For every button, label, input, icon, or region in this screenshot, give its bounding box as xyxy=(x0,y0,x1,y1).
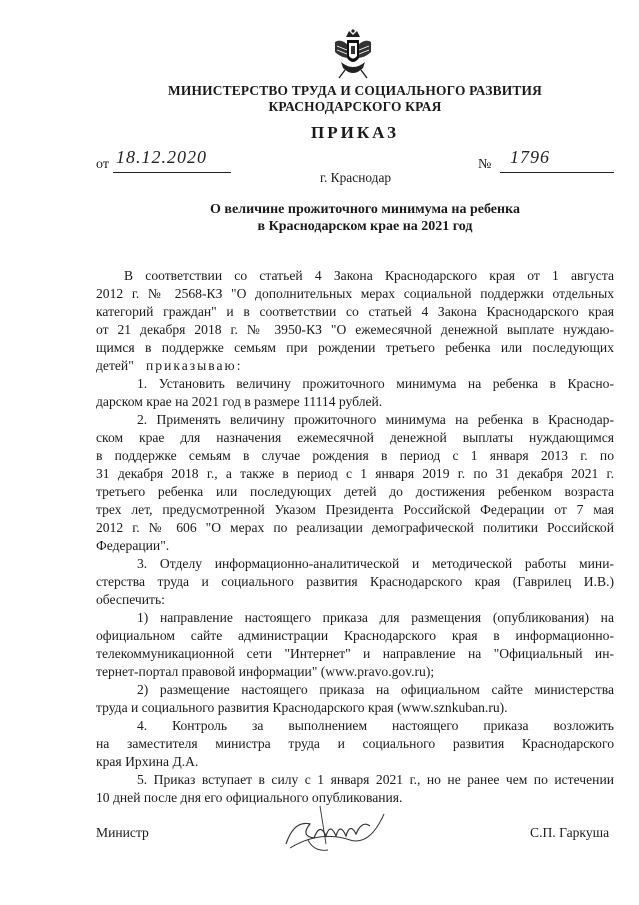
body-line: от 21 декабря 2018 г. № 3950-КЗ "О ежемесячной денежной выплате нуждаю- xyxy=(96,322,614,337)
date-underline xyxy=(113,172,231,173)
body-line: щимся в поддержке семьям при рождении третьего ребенка или последующих xyxy=(96,340,614,355)
city: г. Краснодар xyxy=(320,170,392,185)
body-line: труда и социального развития Краснодарского края (www.sznkuban.ru). xyxy=(96,700,508,715)
body-line: 31 декабря 2018 г., а также в период с 1 января 2019 г. по 31 декабря 2021 г. xyxy=(96,466,614,481)
subject-line1: О величине прожиточного минимума на ребенка xyxy=(210,202,520,217)
order-date: 18.12.2020 xyxy=(116,147,207,167)
body-line: 3. Отделу информационно-аналитической и методической работы мини- xyxy=(137,556,614,571)
body-line: трех лет, предусмотренной Указом Президента Российской Федерации от 7 мая xyxy=(96,502,614,517)
body-line: на заместителя министра труда и социального развития Краснодарского xyxy=(96,736,614,751)
body-line: третьего ребенка или последующих детей до достижения ребенком возраста xyxy=(96,484,614,499)
body-line: 2) размещение настоящего приказа на официальном сайте министерства xyxy=(137,682,614,697)
body-line: 5. Приказ вступает в силу с 1 января 2021 г., но не ранее чем по истечении xyxy=(137,772,614,787)
body-line: 4. Контроль за выполнением настоящего приказа возложить xyxy=(137,718,614,733)
date-label: от xyxy=(96,157,109,172)
body-line: категорий граждан" и в соответствии со статьей 4 Закона Краснодарского края xyxy=(96,304,614,319)
body-line: детей" xyxy=(96,358,134,373)
handwritten-signature-icon xyxy=(280,800,390,856)
body-line: 2012 г. № 2568-КЗ "О дополнительных мерах социальной поддержки отдельных xyxy=(96,286,614,301)
body-line: тернет-портал правовой информации" (www.pravo.gov.ru); xyxy=(96,664,435,679)
body-line: обеспечить: xyxy=(96,592,165,607)
body-line: 1. Установить величину прожиточного минимума на ребенка в Красно- xyxy=(137,376,614,391)
body-line: 2012 г. № 606 "О мерах по реализации демографической политики Российской xyxy=(96,520,614,535)
body-line: официальном сайте администрации Краснодарского края в информационно- xyxy=(96,628,614,643)
body-line: края Ирхина Д.А. xyxy=(96,754,199,769)
body-line: стерства труда и социального развития Краснодарского края (Гаврилец И.В.) xyxy=(96,574,614,589)
coat-of-arms-icon xyxy=(331,28,375,80)
body-line: телекоммуникационной сети "Интернет" и направление на "Официальный ин- xyxy=(96,646,614,661)
body-line: 10 дней после дня его официального опубликования. xyxy=(96,790,403,805)
body-line: Федерации". xyxy=(96,538,170,553)
body-line: в поддержке семьям в случае рождения в период с 1 января 2013 г. по xyxy=(96,448,614,463)
order-number: 1796 xyxy=(510,147,550,167)
order-title: ПРИКАЗ xyxy=(311,123,399,142)
body-line: ском крае для назначения ежемесячной денежной выплаты нуждающимся xyxy=(96,430,614,445)
ministry-name-line2: КРАСНОДАРСКОГО КРАЯ xyxy=(268,99,442,114)
subject-line2: в Краснодарском крае на 2021 год xyxy=(257,219,473,234)
number-underline xyxy=(500,172,614,173)
signatory-name: С.П. Гаркуша xyxy=(530,825,610,840)
signatory-role: Министр xyxy=(96,825,149,840)
body-line: 1) направление настоящего приказа для размещения (опубликования) на xyxy=(137,610,614,625)
ministry-name-line1: МИНИСТЕРСТВО ТРУДА И СОЦИАЛЬНОГО РАЗВИТИЯ xyxy=(168,83,542,98)
number-label: № xyxy=(478,157,492,172)
body-line-decree: приказываю: xyxy=(146,358,243,373)
body-line: дарском крае на 2021 год в размере 11114 рублей. xyxy=(96,394,383,409)
body-line: В соответствии со статьей 4 Закона Краснодарского края от 1 августа xyxy=(124,268,614,283)
body-line: 2. Применять величину прожиточного минимума на ребенка в Краснодар- xyxy=(137,412,614,427)
